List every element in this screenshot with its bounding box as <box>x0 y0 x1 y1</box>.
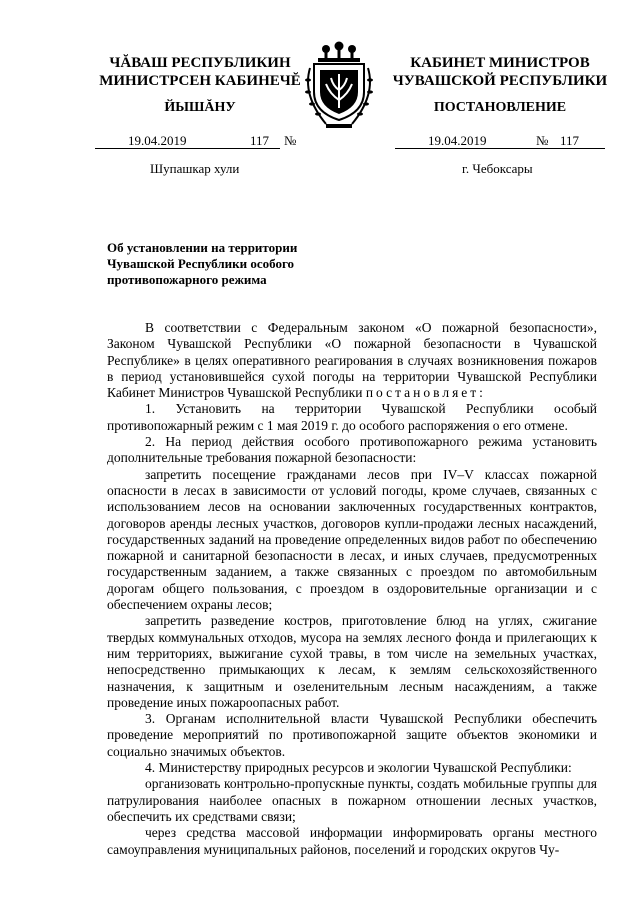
header-right-doctype: ПОСТАНОВЛЕНИЕ <box>433 100 567 115</box>
right-date: 19.04.2019 <box>428 133 487 148</box>
paragraph-3: 3. Органам исполнительной власти Чувашской Республики обеспечить проведение мероприятий по противопожарной защите объектов экономики и социально значимых объектов. <box>107 711 597 759</box>
paragraph-2: 2. На период действия особого противопожарного режима установить дополнительные требования пожарной безопасности: <box>107 434 597 466</box>
left-date-underline <box>95 148 280 149</box>
chuvash-coat-of-arms-icon <box>296 40 382 132</box>
document-title: Об установлении на территории Чувашской Республики особого противопожарного режима <box>107 240 298 287</box>
intro-verb: постановляет: <box>365 385 486 401</box>
header-right-line1: КАБИНЕТ МИНИСТРОВ <box>410 55 590 71</box>
intro-paragraph <box>107 320 597 401</box>
header-left-doctype: ЙЫШĂНУ <box>164 100 236 115</box>
document-body <box>107 320 597 858</box>
left-date: 19.04.2019 <box>128 133 187 148</box>
header-right-line2: ЧУВАШСКОЙ РЕСПУБЛИКИ <box>392 73 608 89</box>
left-no-sign: № <box>284 133 297 148</box>
paragraph-4: 4. Министерству природных ресурсов и экологии Чувашской Республики: <box>145 760 572 776</box>
paragraph-2a: запретить посещение гражданами лесов при IV–V классах пожарной опасности в лесах в зависимости от условий погоды, кроме случаев, связанных с использованием лесов на основании заключенных государственных контрактов, договоров аренды лесных участков, договоров купли-продажи лесных насаждений, государственных заданий на проведение определенных видов работ по обеспечению пожарной и санитарной безопасности в лесах, и иных случаев, предусмотренных государственным заданием, а также связанных с проездом по автомобильным дорогам общего пользования, с проездом в оздоровительные организации и с обеспечением охраны лесов; <box>107 466 597 613</box>
header-left-line2: МИНИСТРСЕН КАБИНЕЧĔ <box>99 73 301 89</box>
place-right: г. Чебоксары <box>462 161 533 176</box>
paragraph-2b: запретить разведение костров, приготовление блюд на углях, сжигание твердых коммунальных отходов, мусора на землях лесного фонда и прилегающих к ним территориях, выжигание сухой травы, в том числе на земельных участках, непосредственно примыкающих к лесам, к землям сельскохозяйственного назначения, к защитным и озеленительным лесным насаждениям, а также проведение иных пожароопасных работ. <box>107 613 597 710</box>
paragraph-1: 1. Установить на территории Чувашской Республики особый противопожарный режим с 1 мая 2019 г. до особого распоряжения о его отмене. <box>107 401 597 433</box>
left-number: 117 <box>250 133 270 148</box>
paragraph-4a: организовать контрольно-пропускные пункты, создать мобильные группы для патрулирования наиболее опасных в пожарном отношении лесных участков, обеспечить их средствами связи; <box>107 776 597 824</box>
header-left-line1: ЧĂВАШ РЕСПУБЛИКИН <box>109 55 291 71</box>
right-number: 117 <box>560 133 580 148</box>
place-left: Шупашкар хули <box>150 161 240 176</box>
header-left-org <box>95 54 305 90</box>
paragraph-4b: через средства массовой информации информировать органы местного самоуправления муниципальных районов, поселений и городских округов Чу- <box>107 825 597 857</box>
right-no-sign: № <box>536 133 549 148</box>
header-right-org <box>385 54 615 90</box>
intro-main: В соответствии с Федеральным законом «О пожарной безопасности», Законом Чувашской Республики «О пожарной безопасности в Чувашской Республике» в целях оперативного реагирования в случаях возникновения пожаров в период установившейся сухой погоды на территории Чувашской Республики Кабинет Министров Чувашской Республики <box>107 320 597 401</box>
right-date-underline <box>395 148 605 149</box>
